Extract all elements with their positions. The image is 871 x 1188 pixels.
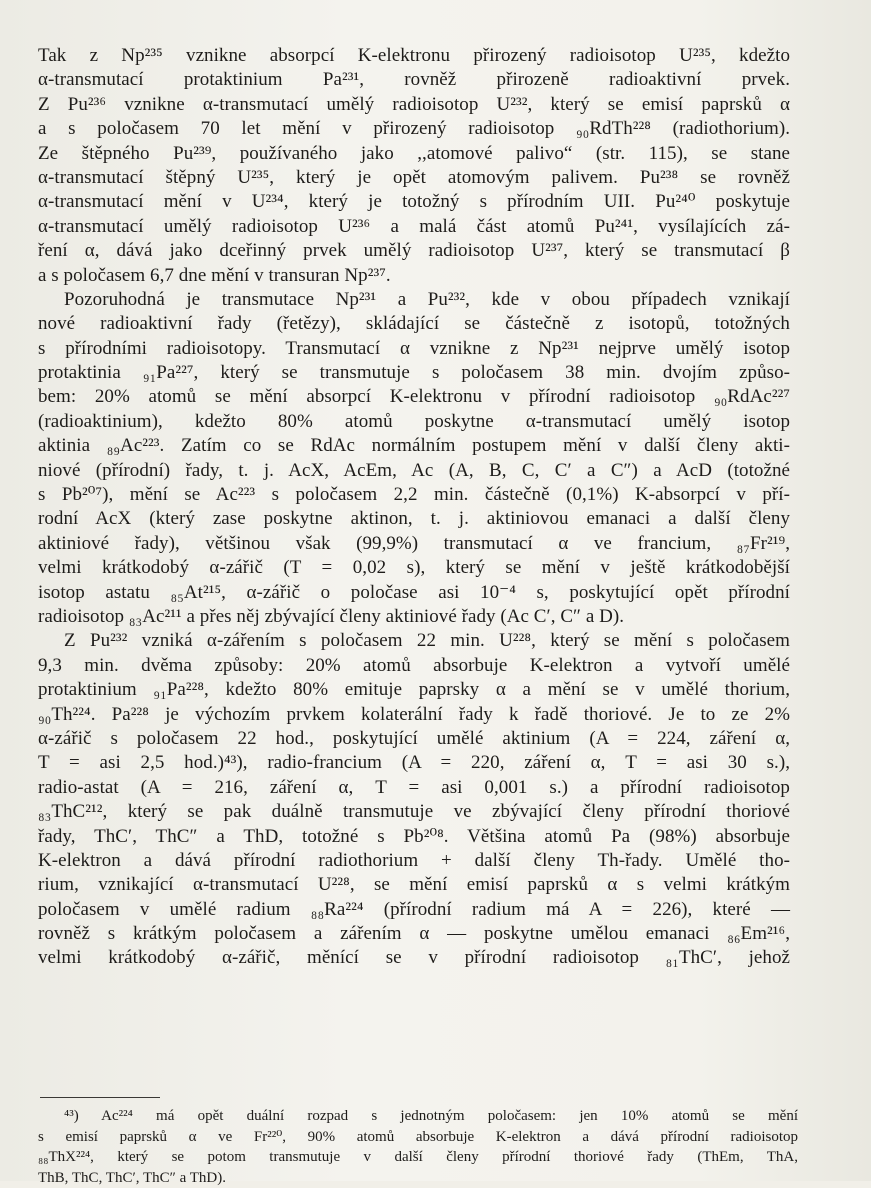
text-line: velmi krátkodobý α-zářič, měnící se v přírodní radioisotop ₈₁ThC′, jehož xyxy=(38,946,790,970)
text-line: Ze štěpného Pu²³⁹, používaného jako ,,atomové palivo“ (str. 115), se stane xyxy=(38,142,790,166)
text-line: ₈₃ThC²¹², který se pak duálně transmutuje ve zbývající členy přírodní thoriové xyxy=(38,800,790,824)
text-line: bem: 20% atomů se mění absorpcí K-elektronu v přírodní radioisotop ₉₀RdAc²²⁷ xyxy=(38,385,790,409)
footnote-line: ⁴³) Ac²²⁴ má opět duální rozpad s jednotným poločasem: jen 10% atomů se mění xyxy=(38,1106,798,1127)
text-line: poločasem v umělé radium ₈₈Ra²²⁴ (přírodní radium má A = 226), které — xyxy=(38,898,790,922)
text-line: velmi krátkodobý α-zářič (T = 0,02 s), který se mění v ještě krátkodobější xyxy=(38,556,790,580)
footnote-divider xyxy=(40,1097,160,1098)
footnote xyxy=(38,1106,798,1188)
footnote-line: s emisí paprsků α ve Fr²²⁰, 90% atomů absorbuje K-elektron a dává přírodní radioisotop xyxy=(38,1127,798,1148)
text-line: s Pb²⁰⁷), mění se Ac²²³ s poločasem 2,2 min. částečně (0,1%) K-absorpcí v pří- xyxy=(38,483,790,507)
text-line: α-transmutací štěpný U²³⁵, který je opět atomovým palivem. Pu²³⁸ se rovněž xyxy=(38,166,790,190)
text-line: T = asi 2,5 hod.)⁴³), radio-francium (A = 220, záření α, T = asi 30 s.), xyxy=(38,751,790,775)
text-line: nové radioaktivní řady (řetězy), skládající se částečně z isotopů, totožných xyxy=(38,312,790,336)
text-line: α-transmutací protaktinium Pa²³¹, rovněž přirozeně radioaktivní prvek. xyxy=(38,68,790,92)
text-line: niové (přírodní) řady, t. j. AcX, AcEm, Ac (A, B, C, C′ a C″) a AcD (totožné xyxy=(38,459,790,483)
text-line: s přírodními radioisotopy. Transmutací α vznikne z Np²³¹ nejprve umělý isotop xyxy=(38,337,790,361)
text-line: K-elektron a dává přírodní radiothorium + další členy Th-řady. Umělé tho- xyxy=(38,849,790,873)
text-line: aktinia ₈₉Ac²²³. Zatím co se RdAc normálním postupem mění v další členy akti- xyxy=(38,434,790,458)
text-line: isotop astatu ₈₅At²¹⁵, α-zářič o poločase asi 10⁻⁴ s, poskytující opět přírodní xyxy=(38,581,790,605)
text-line: Z Pu²³⁶ vznikne α-transmutací umělý radioisotop U²³², který se emisí paprsků α xyxy=(38,93,790,117)
text-line: α-transmutací mění v U²³⁴, který je totožný s přírodním UII. Pu²⁴⁰ poskytuje xyxy=(38,190,790,214)
footnote-line: ₈₈ThX²²⁴, který se potom transmutuje v další členy přírodní thoriové řady (ThEm, ThA, xyxy=(38,1147,798,1168)
text-line: rodní AcX (který zase poskytne aktinon, t. j. aktiniovou emanaci a další členy xyxy=(38,507,790,531)
body-text xyxy=(38,44,790,971)
text-line: ření α, dává jako dceřinný prvek umělý radioisotop U²³⁷, který se transmutací β xyxy=(38,239,790,263)
text-line: Tak z Np²³⁵ vznikne absorpcí K-elektronu přirozený radioisotop U²³⁵, kdežto xyxy=(38,44,790,68)
footnote-line: ThB, ThC, ThC′, ThC″ a ThD). xyxy=(38,1168,798,1188)
text-line: α-zářič s poločasem 22 hod., poskytující umělé aktinium (A = 224, záření α, xyxy=(38,727,790,751)
text-line: (radioaktinium), kdežto 80% atomů poskytne α-transmutací umělý isotop xyxy=(38,410,790,434)
text-line: aktiniové řady), většinou však (99,9%) transmutací α ve francium, ₈₇Fr²¹⁹, xyxy=(38,532,790,556)
text-line: a s poločasem 70 let mění v přirozený radioisotop ₉₀RdTh²²⁸ (radiothorium). xyxy=(38,117,790,141)
paragraph-start-line: Z Pu²³² vzniká α-zářením s poločasem 22 min. U²²⁸, který se mění s poločasem xyxy=(38,629,790,653)
text-line: radioisotop ₈₃Ac²¹¹ a přes něj zbývající členy aktiniové řady (Ac C′, C″ a D). xyxy=(38,605,790,629)
text-line: radio-astat (A = 216, záření α, T = asi 0,001 s.) a přírodní radioisotop xyxy=(38,776,790,800)
text-line: protaktinia ₉₁Pa²²⁷, který se transmutuje s poločasem 38 min. dvojím způso- xyxy=(38,361,790,385)
text-line: protaktinium ₉₁Pa²²⁸, kdežto 80% emituje paprsky α a mění se v umělé thorium, xyxy=(38,678,790,702)
text-line: rovněž s krátkým poločasem a zářením α — poskytne umělou emanaci ₈₆Em²¹⁶, xyxy=(38,922,790,946)
text-line: rium, vznikající α-transmutací U²²⁸, se mění emisí paprsků α s velmi krátkým xyxy=(38,873,790,897)
text-line: α-transmutací umělý radioisotop U²³⁶ a malá část atomů Pu²⁴¹, vysílajících zá- xyxy=(38,215,790,239)
text-line: 9,3 min. dvěma způsoby: 20% atomů absorbuje K-elektron a vytvoří umělé xyxy=(38,654,790,678)
paragraph-start-line: Pozoruhodná je transmutace Np²³¹ a Pu²³², kde v obou případech vznikají xyxy=(38,288,790,312)
text-line: ₉₀Th²²⁴. Pa²²⁸ je výchozím prvkem kolaterální řady k řadě thoriové. Je to ze 2% xyxy=(38,703,790,727)
text-line: řady, ThC′, ThC″ a ThD, totožné s Pb²⁰⁸. Většina atomů Pa (98%) absorbuje xyxy=(38,825,790,849)
text-line: a s poločasem 6,7 dne mění v transuran Np²³⁷. xyxy=(38,264,790,288)
